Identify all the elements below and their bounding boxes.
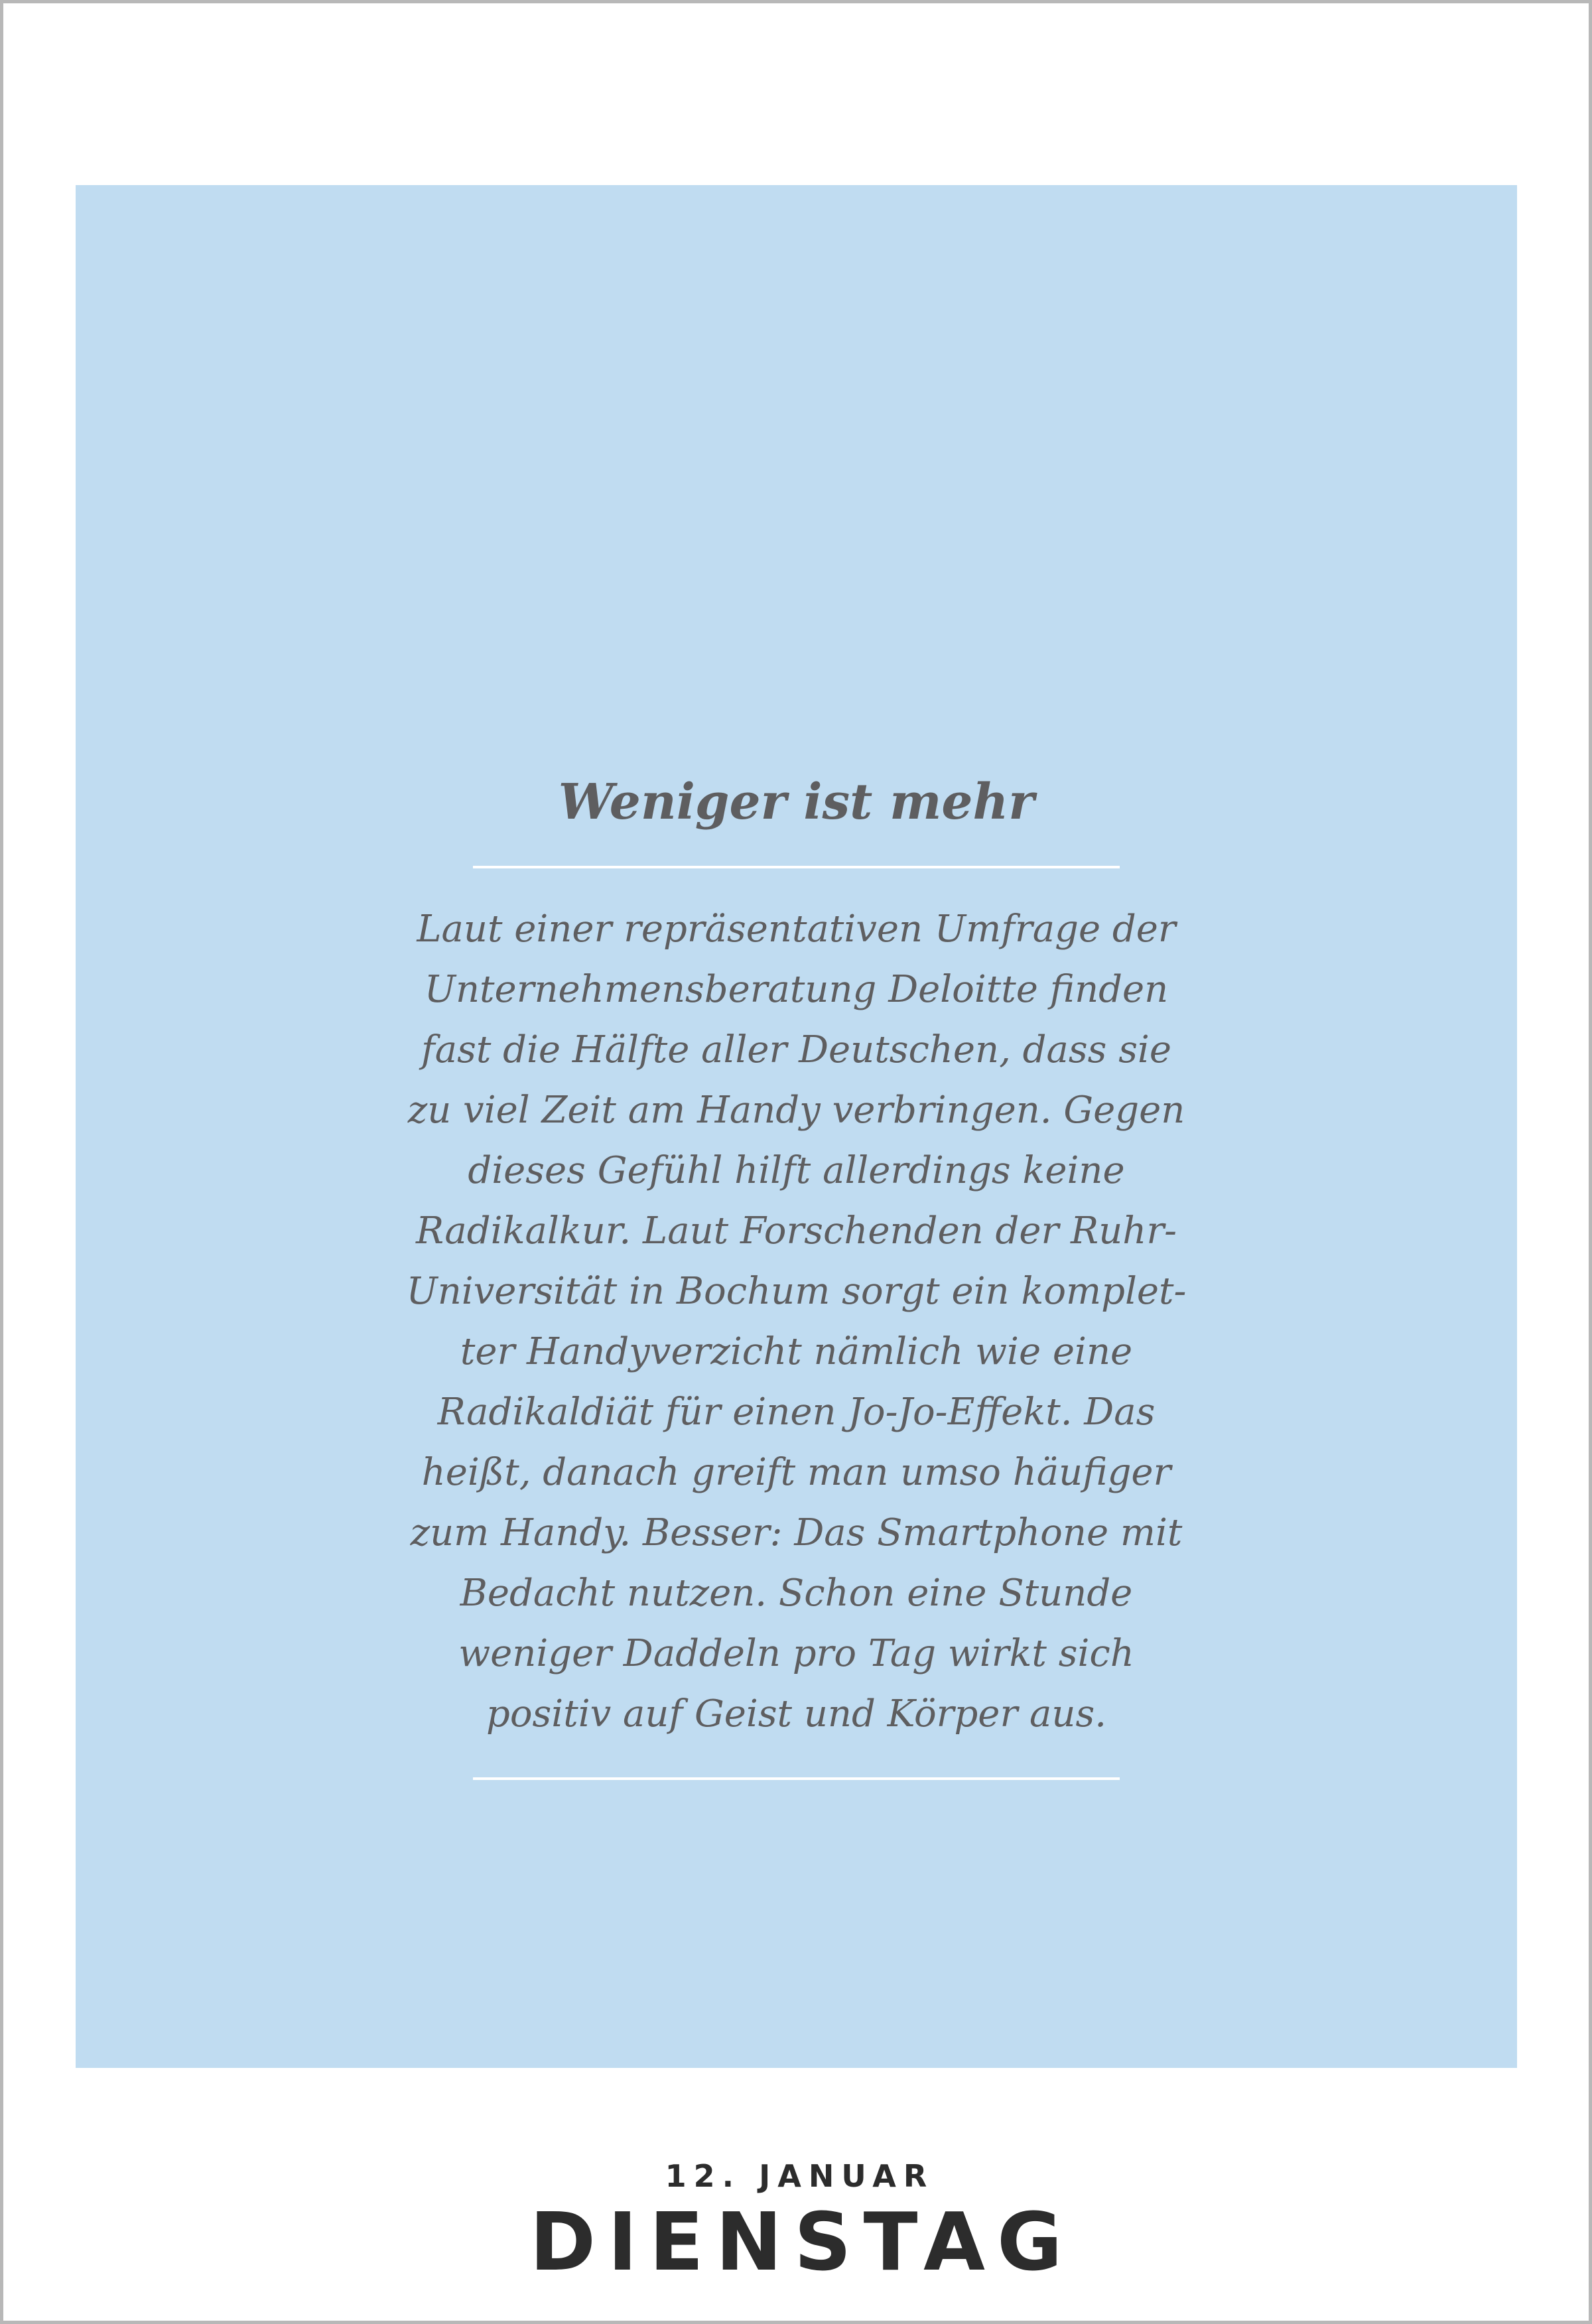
card-title: Weniger ist mehr (558, 774, 1035, 831)
bottom-divider (473, 1777, 1120, 1780)
date-footer (0, 2158, 1592, 2289)
body-line: Universität in Bochum sorgt ein komplet- (406, 1270, 1187, 1313)
body-line: Radikaldiät für einen Jo-Jo-Effekt. Das (437, 1391, 1156, 1434)
title-divider (473, 866, 1120, 868)
date-label: 12. JANUAR (665, 2158, 935, 2194)
body-line: weniger Daddeln pro Tag wirkt sich (458, 1632, 1134, 1675)
body-line: Laut einer repräsentativen Umfrage der (417, 908, 1176, 951)
body-line: fast die Hälfte aller Deutschen, dass sie (421, 1028, 1171, 1071)
weekday-label: DIENSTAG (529, 2197, 1075, 2289)
body-line: ter Handyverzicht nämlich wie eine (460, 1330, 1133, 1373)
body-line: heißt, danach greift man umso häufiger (421, 1451, 1171, 1494)
body-line: zu viel Zeit am Handy verbringen. Gegen (407, 1089, 1185, 1132)
body-line: dieses Gefühl hilft allerdings keine (468, 1149, 1125, 1192)
body-line: positiv auf Geist und Körper aus. (486, 1692, 1107, 1736)
card-content (76, 774, 1517, 1780)
body-line: Radikalkur. Laut Forschenden der Ruhr- (415, 1209, 1177, 1253)
body-line: Unternehmensberatung Deloitte finden (424, 968, 1169, 1011)
quote-card (76, 185, 1517, 2068)
card-body (332, 899, 1261, 1744)
body-line: zum Handy. Besser: Das Smartphone mit (410, 1511, 1183, 1554)
body-line: Bedacht nutzen. Schon eine Stunde (460, 1572, 1133, 1615)
